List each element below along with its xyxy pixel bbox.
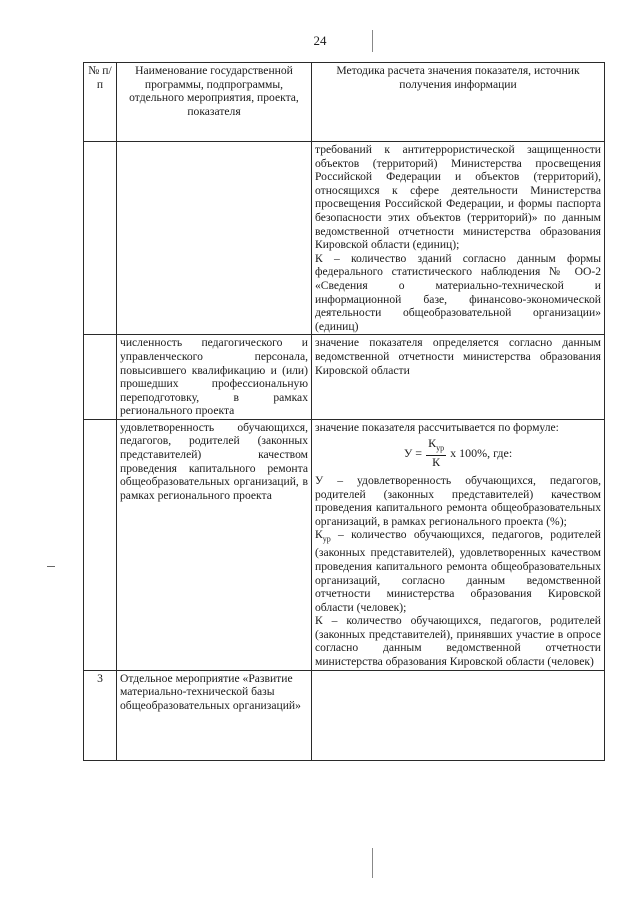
method-paragraph: требований к антитеррористической защищенности объектов (территорий) Министерства просвещения Российской Федерации и объектов (территорий), относящихся к сфере деятельности Министерства просвещения Российской Федерации, и формы паспорта безопасности этих объектов (территорий)» по данным ведомственной отчетности министерства образования Кировской области (единиц); (315, 143, 601, 252)
table-row (84, 335, 605, 420)
header-method: Методика расчета значения показателя, источник получения информации (312, 63, 605, 142)
row-name: численность педагогического и управленческого персонала, повысившего квалификацию и (или) прошедших профессиональную переподготовку, в рамках регионального проекта (117, 335, 312, 420)
header-name: Наименование государственной программы, подпрограммы, отдельного мероприятия, проекта, показателя (117, 63, 312, 142)
table-row (84, 670, 605, 760)
formula-intro: значение показателя рассчитывается по формуле: (315, 420, 559, 434)
row-number (84, 419, 117, 670)
formula-numerator-sub: ур (436, 443, 445, 453)
formula-rhs: x 100%, где: (450, 445, 513, 460)
gutter-mark-bottom (372, 848, 373, 878)
row-method: значение показателя определяется согласно данным ведомственной отчетности министерства образования Кировской области (312, 335, 605, 420)
row-method (312, 419, 605, 670)
method-text: – количество обучающихся, педагогов, родителей (законных представителей), удовлетворенных качеством проведения капитального ремонта общеобразовательных организаций, согласно данным ведомственной отчетности министерства образования Кировской области (человек); (315, 528, 601, 614)
table-header-row (84, 63, 605, 142)
formula-lhs: У = (403, 445, 423, 460)
indicator-table (83, 62, 605, 761)
page-number: 24 (313, 33, 327, 48)
formula-numerator: К (428, 436, 437, 451)
table-row (84, 142, 605, 335)
method-paragraph: К – количество обучающихся, педагогов, родителей (законных представителей), принявших участие в опросе согласно данным ведомственной отчетности министерства образования Кировской области (человек) (315, 614, 601, 669)
row-name (117, 142, 312, 335)
row-number (84, 335, 117, 420)
method-paragraph (315, 528, 601, 614)
formula (315, 437, 601, 470)
row-name: Отдельное мероприятие «Развитие материально-технической базы общеобразовательных организаций» (117, 670, 312, 760)
margin-mark (47, 566, 55, 567)
formula-denominator: К (432, 455, 441, 470)
header-number: № п/п (84, 63, 117, 142)
gutter-mark-top (372, 30, 373, 52)
row-name: удовлетворенность обучающихся, педагогов, родителей (законных представителей) качеством проведения капитального ремонта общеобразовательных организаций, в рамках регионального проекта (117, 419, 312, 670)
row-method (312, 142, 605, 335)
formula-fraction (426, 437, 446, 470)
symbol-k-sub: ур (322, 534, 331, 544)
row-number: 3 (84, 670, 117, 760)
row-method (312, 670, 605, 760)
method-paragraph: К – количество зданий согласно данным формы федерального статистического наблюдения № ОО-2 «Сведения о материально-технической и информационной базе, финансово-экономической деятельности общеобразовательной организации» (единиц) (315, 251, 601, 333)
row-number (84, 142, 117, 335)
symbol-k: К (315, 528, 323, 542)
method-paragraph: У – удовлетворенность обучающихся, педагогов, родителей (законных представителей) качеством проведения капитального ремонта общеобразовательных организаций, в рамках регионального проекта (%); (315, 474, 601, 528)
table-row (84, 419, 605, 670)
